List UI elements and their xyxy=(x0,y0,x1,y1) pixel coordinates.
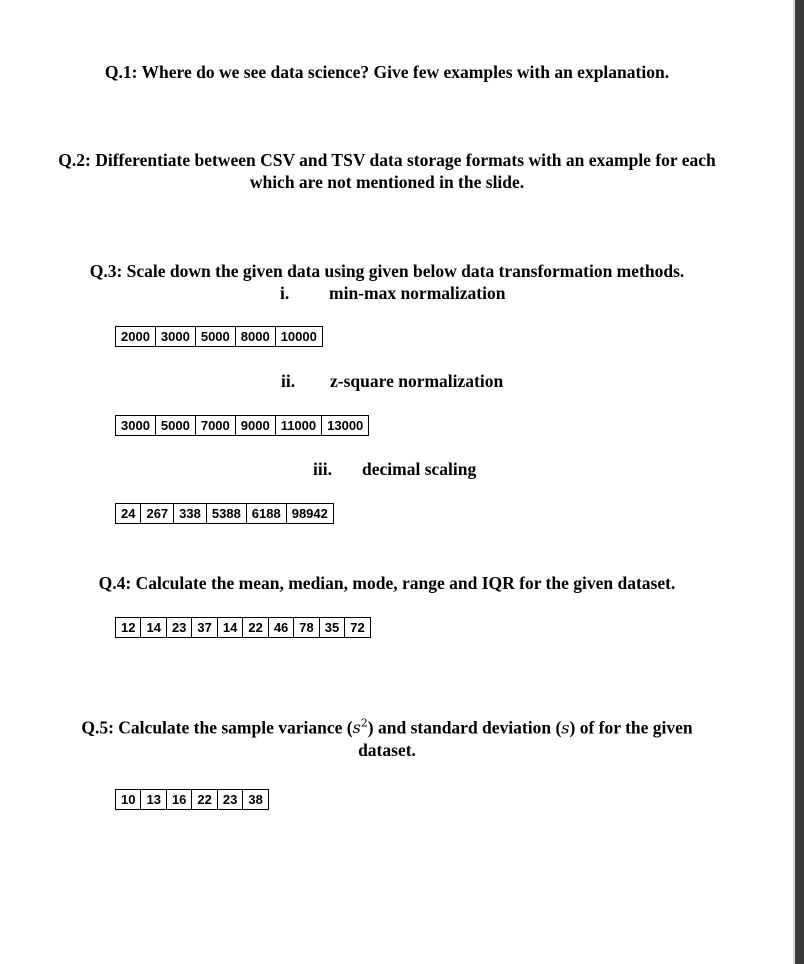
data-cell: 23 xyxy=(166,618,191,638)
question-4-text: Q.4: Calculate the mean, median, mode, range and IQR for the given dataset. xyxy=(98,573,676,593)
question-3 xyxy=(0,260,774,282)
question-3-text: Q.3: Scale down the given data using given below data transformation methods. xyxy=(89,261,685,281)
data-cell: 3000 xyxy=(116,416,156,436)
data-cell: 72 xyxy=(345,618,370,638)
method-3-data-table xyxy=(115,503,334,524)
method-1-label: min-max normalization xyxy=(329,283,506,303)
question-5-text-after: ) of for the given xyxy=(569,717,693,738)
method-2-data-row xyxy=(116,416,369,436)
data-cell: 46 xyxy=(268,618,293,638)
data-cell: 14 xyxy=(141,618,166,638)
data-cell: 14 xyxy=(217,618,242,638)
data-cell: 35 xyxy=(319,618,344,638)
data-cell: 12 xyxy=(116,618,141,638)
method-1-heading xyxy=(280,282,505,304)
data-cell: 13 xyxy=(141,790,166,810)
data-cell: 10000 xyxy=(275,327,322,347)
method-2-number: ii. xyxy=(281,371,296,391)
data-cell: 23 xyxy=(217,790,242,810)
question-2-line-2: which are not mentioned in the slide. xyxy=(249,172,525,192)
data-cell: 78 xyxy=(294,618,319,638)
method-2-data-table xyxy=(115,415,369,436)
variance-symbol xyxy=(353,718,368,737)
question-1-text: Q.1: Where do we see data science? Give few examples with an explanation. xyxy=(104,62,670,82)
data-cell: 16 xyxy=(166,790,191,810)
data-cell: 24 xyxy=(116,504,141,524)
question-2-line-1: Q.2: Differentiate between CSV and TSV data storage formats with an example for each xyxy=(58,150,716,170)
data-cell: 7000 xyxy=(195,416,235,436)
std-dev-symbol: s xyxy=(561,718,570,738)
method-1-data-table xyxy=(115,326,323,347)
question-5 xyxy=(0,713,774,761)
data-cell: 3000 xyxy=(155,327,195,347)
question-5-line-1 xyxy=(0,713,774,739)
question-5-data-table xyxy=(115,789,269,810)
question-5-text-middle: ) and standard deviation ( xyxy=(367,717,562,738)
variance-exponent: 2 xyxy=(360,717,368,730)
method-3-label: decimal scaling xyxy=(362,459,477,479)
data-cell: 11000 xyxy=(275,416,321,436)
data-cell: 37 xyxy=(192,618,217,638)
method-3-heading xyxy=(313,458,476,480)
method-3-number: iii. xyxy=(313,459,332,479)
data-cell: 38 xyxy=(243,790,268,810)
question-5-line-2: dataset. xyxy=(358,740,416,761)
question-2 xyxy=(0,149,774,193)
question-4-data-row xyxy=(116,618,371,638)
question-4-data-table xyxy=(115,617,371,638)
data-cell: 22 xyxy=(243,618,268,638)
question-1 xyxy=(0,61,774,83)
method-2-heading xyxy=(281,370,503,392)
data-cell: 5000 xyxy=(155,416,195,436)
question-4 xyxy=(0,572,774,594)
data-cell: 10 xyxy=(116,790,141,810)
method-2-label: z-square normalization xyxy=(330,371,504,391)
data-cell: 2000 xyxy=(116,327,156,347)
page-edge-scrollbar xyxy=(795,0,804,964)
data-cell: 6188 xyxy=(246,504,286,524)
data-cell: 22 xyxy=(192,790,217,810)
data-cell: 8000 xyxy=(235,327,275,347)
data-cell: 98942 xyxy=(286,504,333,524)
data-cell: 338 xyxy=(174,504,207,524)
method-3-data-row xyxy=(116,504,334,524)
data-cell: 9000 xyxy=(235,416,275,436)
data-cell: 13000 xyxy=(322,416,369,436)
method-1-number: i. xyxy=(280,283,290,303)
data-cell: 5388 xyxy=(206,504,246,524)
method-1-data-row xyxy=(116,327,323,347)
question-5-data-row xyxy=(116,790,269,810)
data-cell: 5000 xyxy=(195,327,235,347)
variance-symbol-letter: s xyxy=(352,718,361,738)
data-cell: 267 xyxy=(141,504,174,524)
question-5-text-before: Q.5: Calculate the sample variance ( xyxy=(81,717,353,738)
